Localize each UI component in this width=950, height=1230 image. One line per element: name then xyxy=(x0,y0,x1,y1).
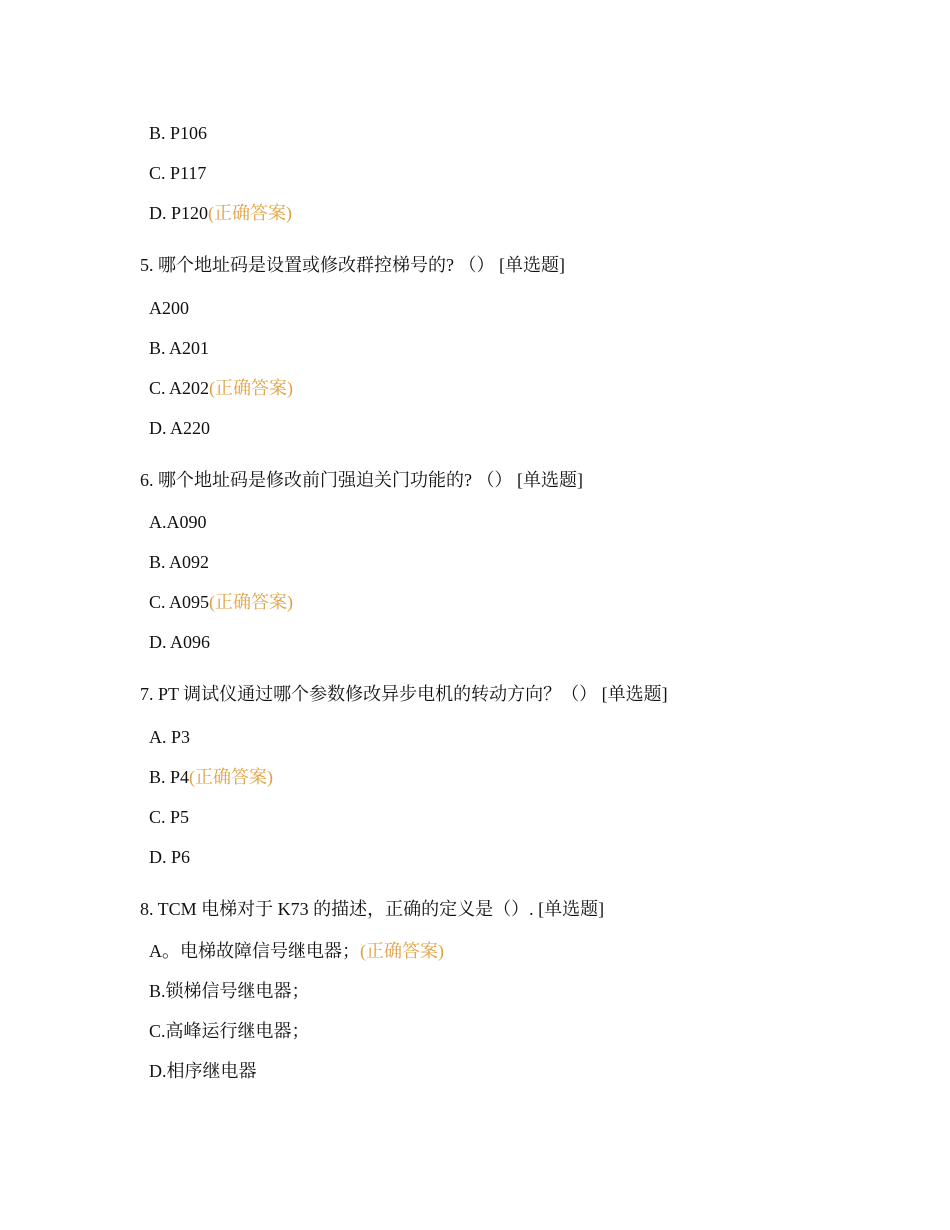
option-text: A200 xyxy=(149,298,189,318)
option-text: A.A090 xyxy=(149,512,207,532)
question-7-option-c xyxy=(149,806,189,828)
option-text: D. A096 xyxy=(149,632,211,652)
option-text: C. A095 xyxy=(149,592,210,612)
question-8-title: 8. TCM 电梯对于 K73 的描述，正确的定义是（）. [单选题] xyxy=(140,899,605,919)
option-text: C. A202 xyxy=(149,378,210,398)
question-8-option-a xyxy=(149,940,444,962)
option-text: B.锁梯信号继电器； xyxy=(149,981,310,1001)
question-5-option-a xyxy=(149,297,189,319)
question-7-option-b xyxy=(149,766,273,788)
question-7-option-a xyxy=(149,726,190,748)
option-text: B. A201 xyxy=(149,338,210,358)
option-text: D. P6 xyxy=(149,847,191,867)
correct-answer-label: (正确答案) xyxy=(208,203,293,223)
option-text: B. P4 xyxy=(149,767,190,787)
option-text: A。电梯故障信号继电器； xyxy=(149,941,360,961)
option-text: D.相序继电器 xyxy=(149,1061,257,1081)
correct-answer-label: (正确答案) xyxy=(189,767,274,787)
question-6-option-a xyxy=(149,511,207,533)
question-8-option-c xyxy=(149,1020,310,1042)
correct-answer-label: (正确答案) xyxy=(209,592,294,612)
option-p106 xyxy=(149,122,207,144)
option-text: B. A092 xyxy=(149,552,210,572)
question-7-title: 7. PT 调试仪通过哪个参数修改异步电机的转动方向？（） [单选题] xyxy=(140,684,668,704)
option-text: B. P106 xyxy=(149,123,208,143)
option-text: C. P5 xyxy=(149,807,190,827)
option-text: A. P3 xyxy=(149,727,191,747)
question-7-option-d xyxy=(149,846,190,868)
question-5-option-b xyxy=(149,337,209,359)
question-6-option-c xyxy=(149,591,293,613)
option-text: C. P117 xyxy=(149,163,207,183)
option-text: D. A220 xyxy=(149,418,211,438)
question-5-option-c xyxy=(149,377,293,399)
question-5-option-d xyxy=(149,417,210,439)
option-text: C.高峰运行继电器； xyxy=(149,1021,310,1041)
question-6-title: 6. 哪个地址码是修改前门强迫关门功能的? （） [单选题] xyxy=(140,470,583,490)
question-8-option-b xyxy=(149,980,310,1002)
option-p117 xyxy=(149,162,206,184)
option-p120 xyxy=(149,202,292,224)
question-6-option-d xyxy=(149,631,210,653)
question-6-option-b xyxy=(149,551,209,573)
correct-answer-label: (正确答案) xyxy=(209,378,294,398)
question-8-option-d xyxy=(149,1060,257,1082)
question-5-title: 5. 哪个地址码是设置或修改群控梯号的? （） [单选题] xyxy=(140,255,565,275)
correct-answer-label: (正确答案) xyxy=(360,941,444,961)
option-text: D. P120 xyxy=(149,203,209,223)
